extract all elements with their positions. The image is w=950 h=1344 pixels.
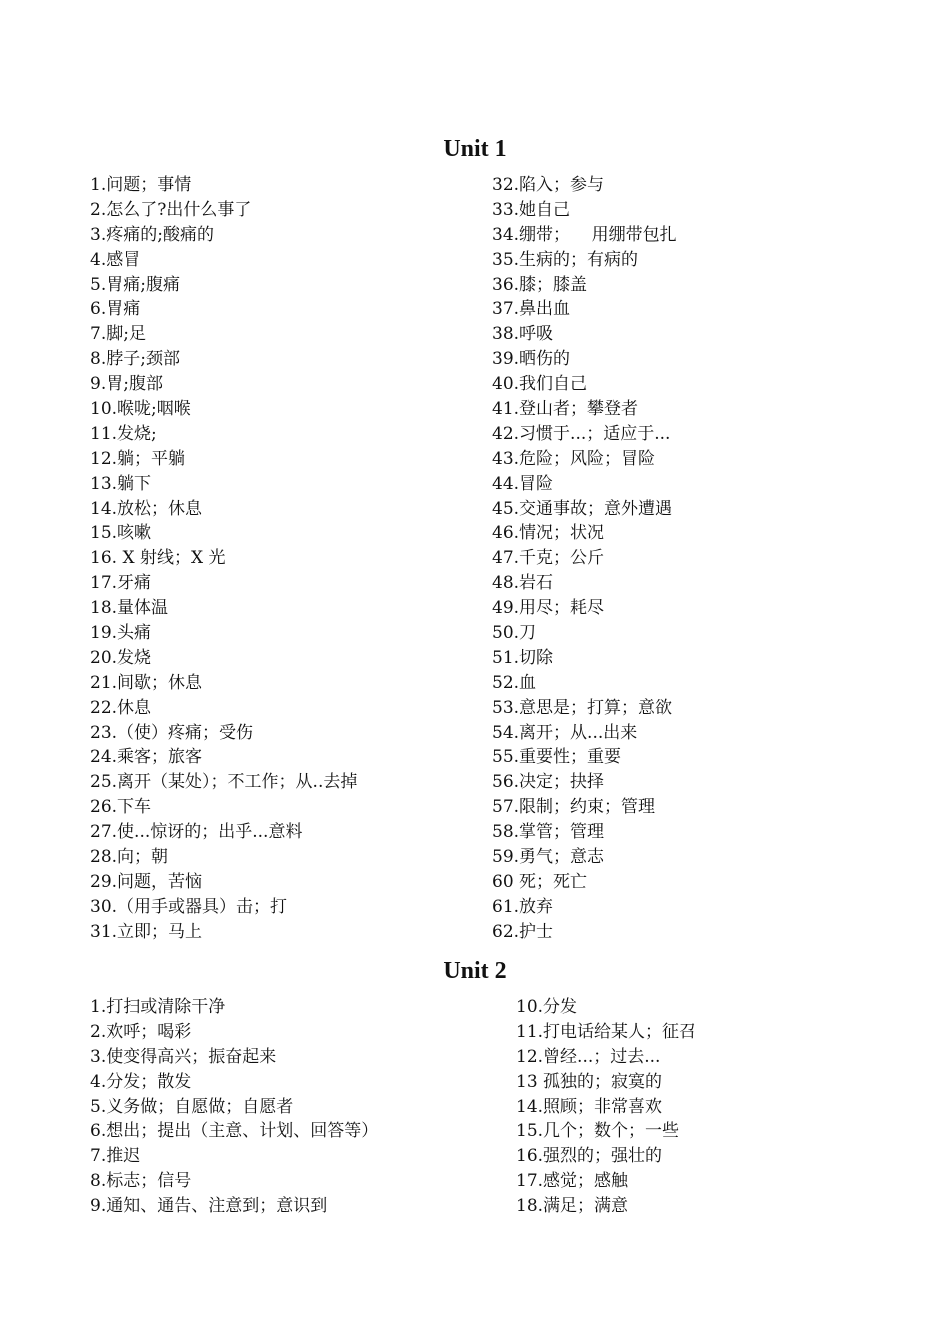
unit-1-term-item: 57.限制；约束；管理	[492, 797, 656, 818]
unit-1-term-item: 14.放松；休息	[90, 498, 203, 519]
unit-1-term-item: 49.用尽；耗尽	[492, 598, 605, 619]
unit-1-term-item: 54.离开；从...出来	[492, 722, 638, 743]
unit-1-term-item: 3.疼痛的;酸痛的	[90, 224, 214, 245]
unit-1-term-item: 25.离开（某处）；不工作；从..去掉	[90, 772, 358, 793]
unit-1-term-item: 22.休息	[90, 697, 152, 718]
unit-1-term-item: 53.意思是；打算；意欲	[492, 697, 673, 718]
unit-1-term-item: 4.感冒	[90, 249, 141, 270]
unit-2-term-item: 3.使变得高兴；振奋起来	[90, 1046, 277, 1067]
unit-2-left-column	[90, 995, 378, 1219]
unit-1-term-item: 60 死；死亡	[492, 871, 588, 892]
unit-1-term-item: 40.我们自己	[492, 374, 588, 395]
unit-1-term-item: 6.胃痛	[90, 299, 141, 320]
unit-2-term-item: 6.想出；提出（主意、计划、回答等）	[90, 1121, 379, 1142]
unit-1-term-item: 16. X 射线；X 光	[90, 548, 226, 569]
unit-1-term-item: 21.间歇；休息	[90, 672, 203, 693]
unit-1-term-item: 12.躺；平躺	[90, 448, 186, 469]
unit-2-term-item: 2.欢呼；喝彩	[90, 1021, 192, 1042]
unit-2-term-item: 18.满足；满意	[516, 1196, 629, 1217]
unit-1-term-item: 58.掌管；管理	[492, 822, 605, 843]
unit-1-term-item: 13.躺下	[90, 473, 152, 494]
unit-1-term-item: 52.血	[492, 672, 537, 693]
unit-1-term-item: 17.牙痛	[90, 573, 152, 594]
unit-1-term-item: 34.绷带； 用绷带包扎	[492, 224, 677, 245]
unit-2-term-item: 17.感觉；感触	[516, 1171, 629, 1192]
unit-1-term-item: 45.交通事故；意外遭遇	[492, 498, 673, 519]
unit-1-term-item: 8.脖子;颈部	[90, 349, 180, 370]
unit-1-term-item: 15.咳嗽	[90, 523, 152, 544]
unit-2-term-item: 9.通知、通告、注意到；意识到	[90, 1196, 328, 1217]
unit-1-term-item: 5.胃痛;腹痛	[90, 274, 180, 295]
unit-1-term-item: 28.向；朝	[90, 847, 169, 868]
unit-2-term-item: 10.分发	[516, 997, 578, 1017]
unit-1-term-item: 19.头痛	[90, 623, 152, 644]
unit-1-term-item: 10.喉咙;咽喉	[90, 399, 191, 420]
unit-1-term-item: 26.下车	[90, 797, 152, 818]
unit-1-term-item: 33.她自己	[492, 199, 571, 220]
unit-1-term-item: 37.鼻出血	[492, 299, 571, 320]
unit-1-right-column	[492, 173, 677, 945]
unit-1-term-item: 50.刀	[492, 623, 537, 644]
unit-1-term-item: 62.护士	[492, 921, 554, 942]
unit-1-term-item: 51.切除	[492, 647, 554, 668]
unit-1-term-item: 9.胃;腹部	[90, 374, 163, 395]
unit-2-term-item: 7.推迟	[90, 1146, 141, 1167]
unit-2-term-item: 1.打扫或清除干净	[90, 997, 226, 1017]
unit-1-term-item: 46.情况；状况	[492, 523, 605, 544]
unit-1-term-item: 18.量体温	[90, 598, 169, 619]
unit-1-term-item: 59.勇气；意志	[492, 847, 605, 868]
unit-2-term-item: 13 孤独的；寂寞的	[516, 1071, 663, 1092]
unit-1-term-item: 20.发烧	[90, 647, 152, 668]
unit-1-term-item: 38.呼吸	[492, 324, 554, 345]
unit-1-term-item: 61.放弃	[492, 896, 554, 917]
unit-2-term-item: 11.打电话给某人；征召	[516, 1021, 697, 1042]
unit-1-term-item: 35.生病的；有病的	[492, 249, 639, 270]
unit-1-heading: Unit 1	[443, 136, 507, 162]
unit-1-term-item: 30.（用手或器具）击；打	[90, 896, 288, 917]
unit-1-term-item: 48.岩石	[492, 573, 554, 594]
unit-1-term-item: 29.问题，苦恼	[90, 871, 203, 892]
unit-1-term-item: 23.（使）疼痛；受伤	[90, 722, 254, 743]
unit-2-term-item: 15.几个；数个；一些	[516, 1121, 680, 1142]
unit-1-term-item: 2.怎么了?出什么事了	[90, 199, 252, 220]
unit-1-term-item: 55.重要性；重要	[492, 747, 622, 768]
unit-1-term-item: 39.晒伤的	[492, 349, 571, 370]
unit-1-term-item: 47.千克；公斤	[492, 548, 605, 569]
unit-2-term-item: 5.义务做；自愿做；自愿者	[90, 1096, 294, 1117]
unit-1-term-item: 31.立即；马上	[90, 921, 203, 942]
unit-2-term-item: 8.标志；信号	[90, 1171, 192, 1192]
unit-1-term-item: 44.冒险	[492, 473, 554, 494]
unit-1-term-item: 1.问题；事情	[90, 175, 192, 195]
unit-1-term-item: 42.习惯于...；适应于...	[492, 423, 671, 444]
unit-1-term-item: 32.陷入；参与	[492, 175, 605, 195]
unit-2-heading: Unit 2	[443, 958, 507, 984]
unit-2-right-column	[516, 995, 696, 1219]
unit-2-term-item: 4.分发；散发	[90, 1071, 192, 1092]
unit-1-term-item: 36.膝；膝盖	[492, 274, 588, 295]
unit-2-term-item: 12.曾经...；过去...	[516, 1046, 661, 1067]
unit-1-term-item: 7.脚;足	[90, 324, 146, 345]
unit-1-term-item: 27.使...惊讶的；出乎...意料	[90, 822, 303, 843]
unit-1-term-item: 24.乘客；旅客	[90, 747, 203, 768]
unit-2-term-item: 16.强烈的；强壮的	[516, 1146, 663, 1167]
unit-1-term-item: 56.决定；抉择	[492, 772, 605, 793]
unit-1-term-item: 41.登山者；攀登者	[492, 399, 639, 420]
unit-1-term-item: 43.危险；风险；冒险	[492, 448, 656, 469]
unit-1-left-column	[90, 173, 357, 945]
unit-1-term-item: 11.发烧;	[90, 423, 157, 444]
unit-2-term-item: 14.照顾；非常喜欢	[516, 1096, 663, 1117]
